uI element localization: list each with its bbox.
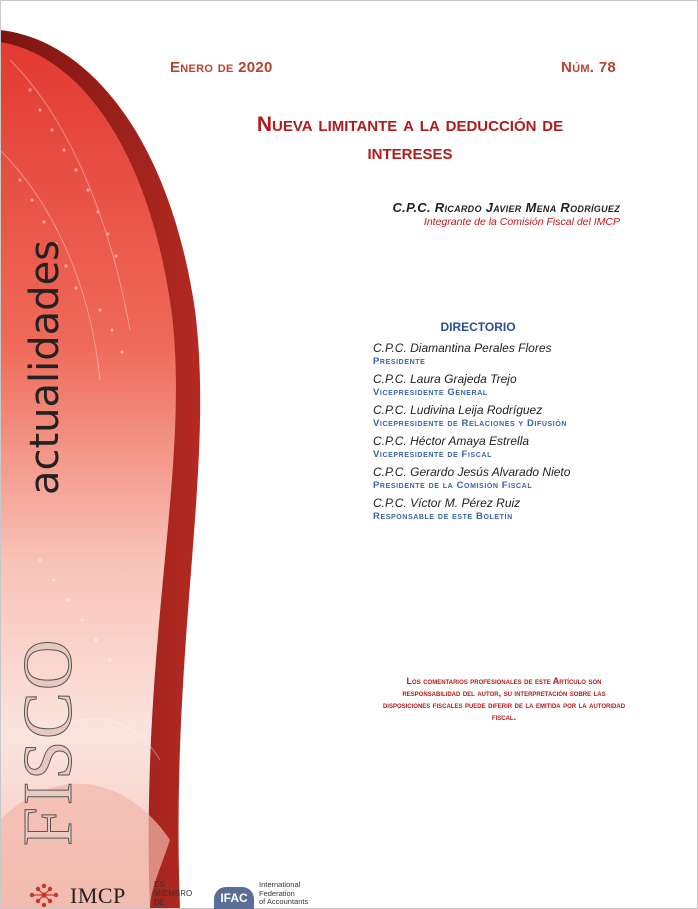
member-line: ES [154, 880, 165, 889]
imcp-logo-text: IMCP [70, 883, 126, 908]
directory-item [373, 341, 653, 367]
directory-member-role: Responsable de este Boletín [373, 511, 513, 522]
author-name: C.P.C. Ricardo Javier Mena Rodríguez [392, 200, 620, 215]
directory-item [373, 434, 653, 460]
directory-member-role: Vicepresidente de Fiscal [373, 449, 492, 460]
directory-member-name: C.P.C. Ludivina Leija Rodríguez [373, 403, 543, 417]
article-title: Nueva limitante a la deducción de intereses [256, 113, 564, 164]
directory-member-role: Vicepresidente de Relaciones y Difusión [373, 418, 568, 429]
member-text [154, 880, 192, 907]
footer-logos [0, 869, 330, 909]
ifac-text [259, 881, 308, 907]
directory-item [373, 372, 653, 398]
directory-member-name: C.P.C. Héctor Amaya Estrella [373, 434, 530, 448]
directory-member-role: Vicepresidente General [373, 387, 488, 398]
directory-member-role: Presidente de la Comisión Fiscal [373, 480, 533, 491]
directory-member-name: C.P.C. Diamantina Perales Flores [373, 341, 552, 355]
directory [373, 320, 653, 527]
directory-item [373, 496, 653, 522]
directory-member-name: C.P.C. Víctor M. Pérez Ruiz [373, 496, 521, 510]
directory-item [373, 403, 653, 429]
issue-date: Enero de 2020 [170, 59, 273, 76]
ifac-line: of Accountants [259, 897, 309, 906]
imcp-logo-icon [24, 881, 64, 909]
directory-member-role: Presidente [373, 356, 426, 367]
member-line: MIEMBRO [154, 889, 193, 898]
ifac-line: International [259, 880, 301, 889]
directory-item [373, 465, 653, 491]
disclaimer-text: Los comentarios profesionales de este Artículo son responsabilidad del autor, su interpretación sobre las disposiciones fiscales puede diferir de la emitida por la autoridad fiscal. [382, 676, 626, 722]
issue-number: Núm. 78 [560, 59, 616, 76]
author-role: Integrante de la Comisión Fiscal del IMCP [423, 216, 620, 228]
directory-member-name: C.P.C. Laura Grajeda Trejo [373, 372, 517, 386]
directory-heading: DIRECTORIO [440, 320, 516, 334]
ifac-logo-icon: IFAC [214, 887, 254, 909]
member-line: DE [154, 898, 166, 907]
brand-script-title: actualidades [22, 239, 68, 495]
author-block [392, 200, 620, 228]
ifac-line: Federation [259, 888, 295, 898]
brand-serif-title: FISCO [10, 637, 87, 846]
directory-member-name: C.P.C. Gerardo Jesús Alvarado Nieto [373, 465, 571, 479]
